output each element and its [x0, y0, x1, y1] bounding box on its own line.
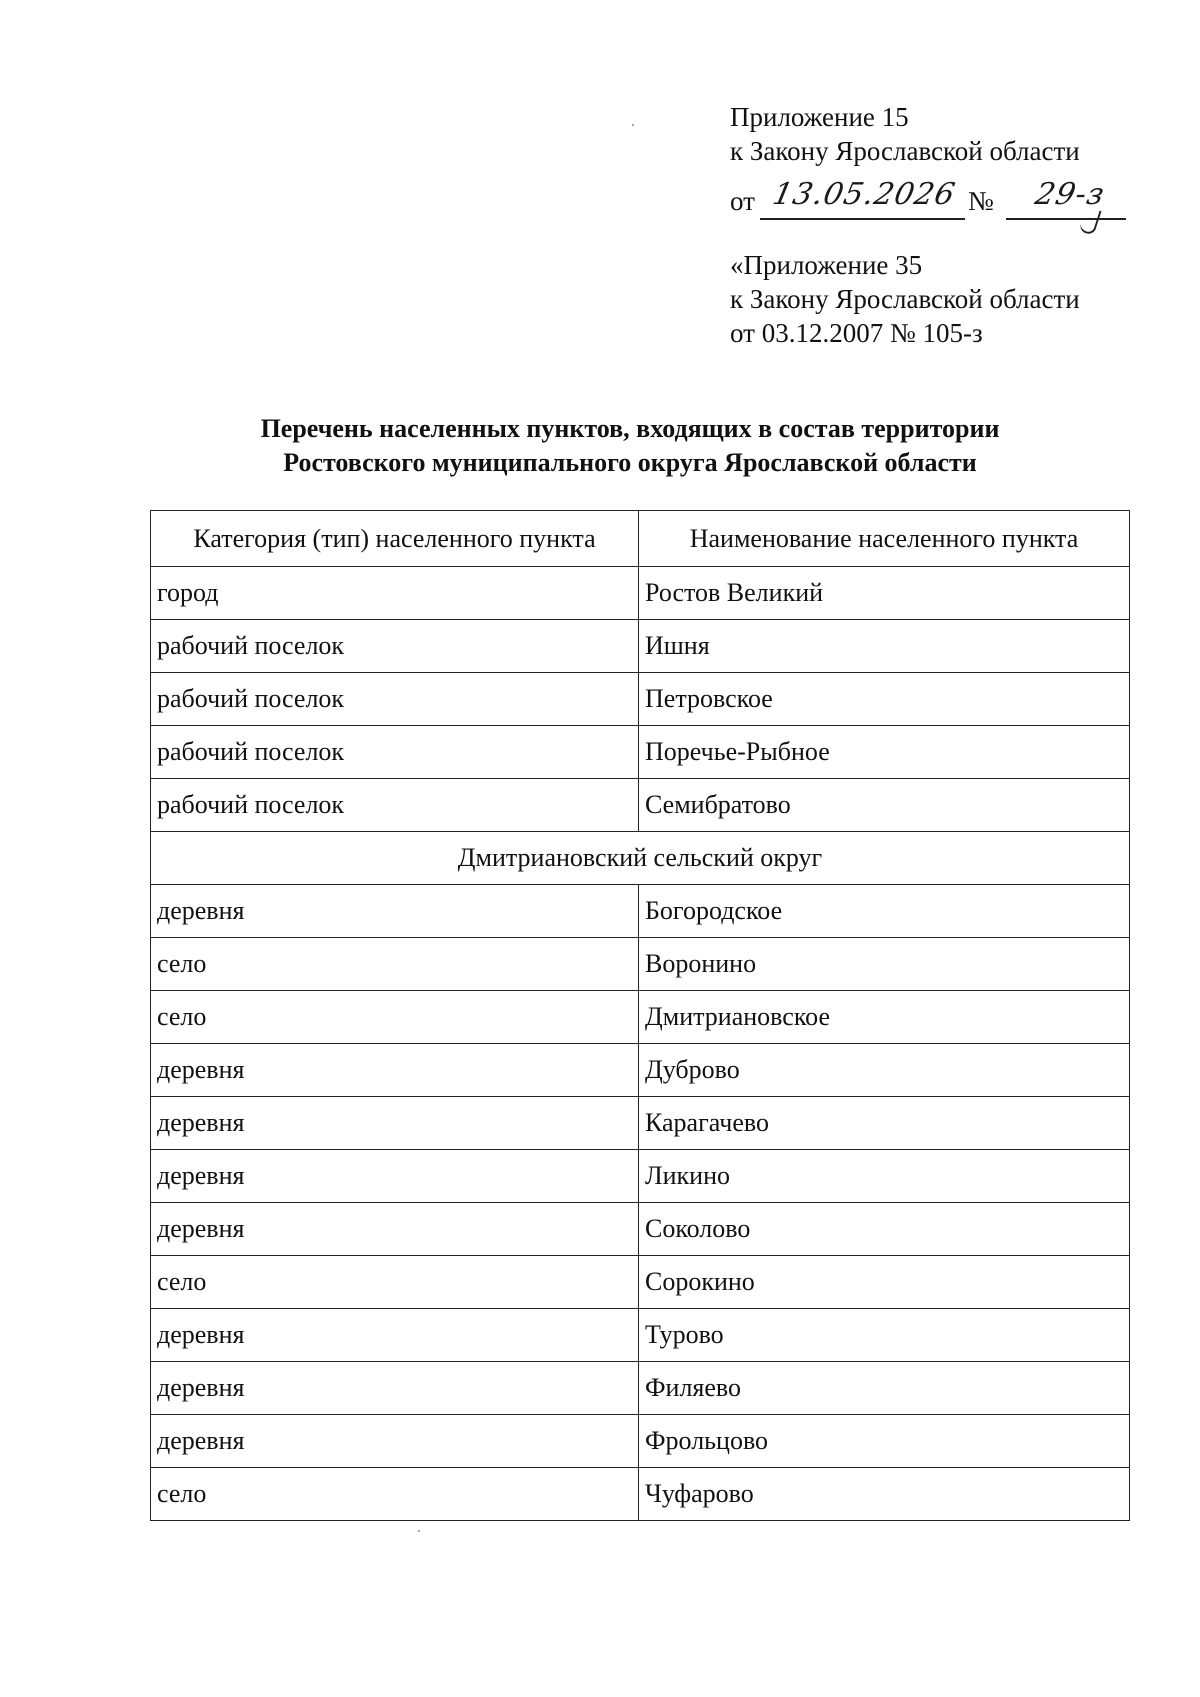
settlement-category: рабочий поселок	[151, 673, 639, 726]
title-line-1: Перечень населенных пунктов, входящих в состав территории	[260, 414, 1000, 443]
settlement-name: Семибратово	[639, 779, 1130, 832]
settlement-category: деревня	[151, 1150, 639, 1203]
settlement-name: Филяево	[639, 1362, 1130, 1415]
settlements-table	[150, 510, 1130, 1521]
previous-appendix-number: «Приложение 35	[730, 250, 923, 280]
appendix-number: Приложение 15	[730, 102, 909, 132]
table-row	[151, 567, 1130, 620]
title-line-2: Ростовского муниципального округа Ярославской области	[283, 448, 977, 477]
table-row	[151, 1256, 1130, 1309]
settlement-name: Петровское	[639, 673, 1130, 726]
law-reference: к Закону Ярославской области	[730, 136, 1080, 166]
settlement-category: деревня	[151, 1362, 639, 1415]
table-row	[151, 620, 1130, 673]
appendix-header	[730, 100, 1170, 350]
settlement-name: Ростов Великий	[639, 567, 1130, 620]
handwritten-date: 13.05.2026	[769, 177, 959, 212]
table-row	[151, 1150, 1130, 1203]
settlement-name: Сорокино	[639, 1256, 1130, 1309]
settlement-category: деревня	[151, 1415, 639, 1468]
number-sign: №	[968, 186, 994, 216]
from-label: от	[730, 186, 755, 216]
settlement-category: рабочий поселок	[151, 779, 639, 832]
table-row	[151, 1097, 1130, 1150]
settlement-name: Ликино	[639, 1150, 1130, 1203]
table-row	[151, 938, 1130, 991]
table-row	[151, 885, 1130, 938]
table-row	[151, 1415, 1130, 1468]
table-body	[151, 567, 1130, 1521]
table-row	[151, 726, 1130, 779]
settlement-category: село	[151, 1256, 639, 1309]
settlement-name: Турово	[639, 1309, 1130, 1362]
table-row	[151, 1044, 1130, 1097]
document-title	[150, 412, 1110, 480]
scan-speck	[632, 124, 634, 126]
previous-appendix-header	[730, 248, 1170, 350]
previous-law-date: от 03.12.2007 № 105-з	[730, 318, 983, 348]
settlement-category: деревня	[151, 1097, 639, 1150]
settlement-category: деревня	[151, 1203, 639, 1256]
previous-law-reference: к Закону Ярославской области	[730, 284, 1080, 314]
law-date-number-line	[730, 172, 1170, 232]
settlement-name: Чуфарово	[639, 1468, 1130, 1521]
settlement-name: Соколово	[639, 1203, 1130, 1256]
settlement-category: рабочий поселок	[151, 620, 639, 673]
column-header-name: Наименование населенного пункта	[639, 511, 1130, 567]
handwritten-number: 29-з	[1032, 177, 1109, 212]
settlement-category: рабочий поселок	[151, 726, 639, 779]
rural-district-label: Дмитриановский сельский округ	[151, 832, 1130, 885]
table-row	[151, 991, 1130, 1044]
settlement-category: деревня	[151, 1309, 639, 1362]
settlement-category: село	[151, 991, 639, 1044]
number-underline	[1006, 218, 1126, 220]
settlement-name: Богородское	[639, 885, 1130, 938]
settlement-category: город	[151, 567, 639, 620]
table-row	[151, 1468, 1130, 1521]
table-header-row	[151, 511, 1130, 567]
table-row	[151, 1203, 1130, 1256]
date-underline	[760, 218, 965, 220]
settlement-name: Воронино	[639, 938, 1130, 991]
settlement-category: село	[151, 938, 639, 991]
table-row	[151, 1309, 1130, 1362]
settlement-name: Фрольцово	[639, 1415, 1130, 1468]
table-row	[151, 779, 1130, 832]
table-row	[151, 673, 1130, 726]
settlement-name: Поречье-Рыбное	[639, 726, 1130, 779]
settlement-name: Дмитриановское	[639, 991, 1130, 1044]
settlement-name: Карагачево	[639, 1097, 1130, 1150]
settlement-category: деревня	[151, 1044, 639, 1097]
settlement-category: деревня	[151, 885, 639, 938]
group-header-row	[151, 832, 1130, 885]
scan-speck	[418, 1530, 420, 1532]
settlement-name: Ишня	[639, 620, 1130, 673]
table-row	[151, 1362, 1130, 1415]
settlement-category: село	[151, 1468, 639, 1521]
column-header-category: Категория (тип) населенного пункта	[151, 511, 639, 567]
settlement-name: Дуброво	[639, 1044, 1130, 1097]
